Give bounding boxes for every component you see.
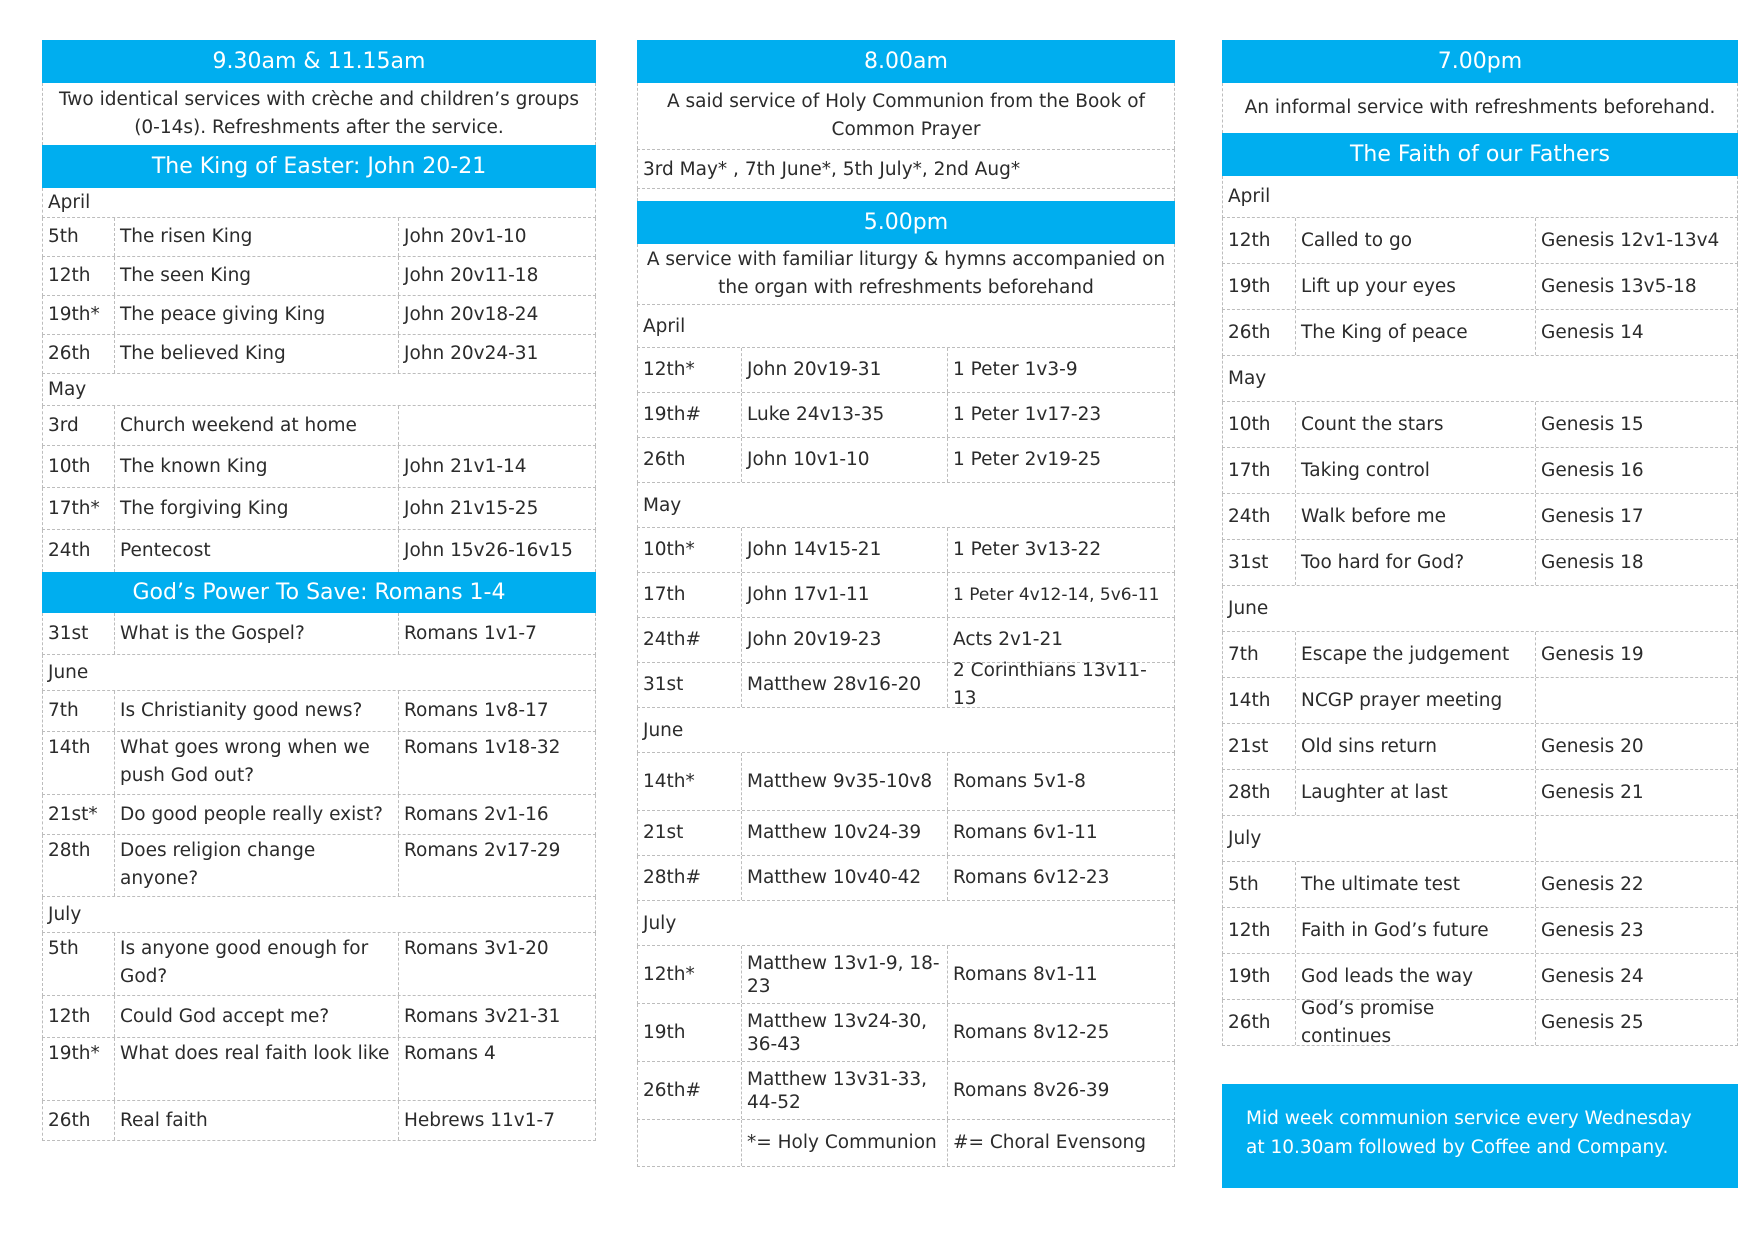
may-rows [637,528,1175,708]
table-row: 26th God’s promise continues Genesis 25 [1222,1000,1738,1046]
july-rows [637,946,1175,1120]
month-label: May [637,483,1175,528]
service-description: A service with familiar liturgy & hymns accompanied on the organ with refreshments beforehand [637,244,1175,304]
table-row: 26th John 10v1-10 1 Peter 2v19-25 [637,438,1175,483]
table-row: 24th# John 20v19-23 Acts 2v1-21 [637,618,1175,663]
table-row: 19th# Luke 24v13-35 1 Peter 1v17-23 [637,393,1175,438]
table-row: 14th* Matthew 9v35-10v8 Romans 5v1-8 [637,753,1175,811]
table-row: 10th* John 14v15-21 1 Peter 3v13-22 [637,528,1175,573]
table-row: 28th Does religion change anyone? Romans 2v17-29 [42,835,596,897]
month-label: May [42,374,596,406]
june-rows [637,753,1175,901]
may-rows [1222,402,1738,586]
table-row: 31st What is the Gospel? Romans 1v1-7 [42,613,596,655]
table-row: 12th Faith in God’s future Genesis 23 [1222,908,1738,954]
june-rows [42,691,596,897]
legend-choral-evensong: #= Choral Evensong [947,1120,1174,1166]
july-rows [42,933,596,1141]
table-row: 17th Taking control Genesis 16 [1222,448,1738,494]
table-row: 24th Pentecost John 15v26-16v15 [42,530,596,572]
table-row: 26th The believed King John 20v24-31 [42,335,596,374]
table-row: 24th Walk before me Genesis 17 [1222,494,1738,540]
month-label: July [637,901,1175,946]
communion-dates: 3rd May* , 7th June*, 5th July*, 2nd Aug* [637,149,1175,189]
table-row: 10th Count the stars Genesis 15 [1222,402,1738,448]
table-row: 14th What goes wrong when we push God out? Romans 1v18-32 [42,732,596,795]
table-row: 26th The King of peace Genesis 14 [1222,310,1738,356]
table-row: 12th Could God accept me? Romans 3v21-31 [42,996,596,1038]
table-row: 7th Is Christianity good news? Romans 1v8-17 [42,691,596,732]
table-row: 28th# Matthew 10v40-42 Romans 6v12-23 [637,856,1175,901]
early-and-evening-services-column [637,40,1175,1167]
table-row: 3rd Church weekend at home [42,406,596,446]
table-row: 14th NCGP prayer meeting [1222,678,1738,724]
july-rows [1222,862,1738,1046]
month-label-row [1222,816,1738,862]
spacer [637,189,1175,201]
table-row: 21st Matthew 10v24-39 Romans 6v1-11 [637,811,1175,856]
table-row: 5th The risen King John 20v1-10 [42,218,596,257]
table-row: 31st Too hard for God? Genesis 18 [1222,540,1738,586]
april-rows [637,348,1175,483]
month-label: May [1222,356,1738,402]
table-row: 19th* What does real faith look like Romans 4 [42,1038,596,1101]
table-row: 12th* John 20v19-31 1 Peter 1v3-9 [637,348,1175,393]
month-label: June [637,708,1175,753]
morning-services-column [42,40,596,1141]
table-row: 21st Old sins return Genesis 20 [1222,724,1738,770]
table-row: 12th Called to go Genesis 12v1-13v4 [1222,218,1738,264]
table-row: 12th The seen King John 20v11-18 [42,257,596,296]
table-row: 17th John 17v1-11 1 Peter 4v12-14, 5v6-11 [637,573,1175,618]
series-title: The Faith of our Fathers [1222,133,1738,176]
table-row: 7th Escape the judgement Genesis 19 [1222,632,1738,678]
june-rows [1222,632,1738,816]
table-row: 31st Matthew 28v16-20 2 Corinthians 13v11-13 [637,663,1175,708]
service-time-header: 9.30am & 11.15am [42,40,596,83]
legend-row [637,1120,1175,1167]
table-row: 28th Laughter at last Genesis 21 [1222,770,1738,816]
legend-holy-communion: *= Holy Communion [741,1120,947,1166]
month-label: April [1222,176,1738,218]
table-row: 12th* Matthew 13v1-9, 18-23 Romans 8v1-11 [637,946,1175,1004]
table-row: 19th God leads the way Genesis 24 [1222,954,1738,1000]
table-row: 5th The ultimate test Genesis 22 [1222,862,1738,908]
table-row: 5th Is anyone good enough for God? Romans 3v1-20 [42,933,596,996]
table-row: 19th Matthew 13v24-30, 36-43 Romans 8v12-25 [637,1004,1175,1062]
service-description: An informal service with refreshments beforehand. [1222,83,1738,133]
month-label: June [1222,586,1738,632]
table-row: 26th# Matthew 13v31-33, 44-52 Romans 8v26-39 [637,1062,1175,1120]
table-row: 17th* The forgiving King John 21v15-25 [42,488,596,530]
table-row: 26th Real faith Hebrews 11v1-7 [42,1101,596,1141]
table-row: 10th The known King John 21v1-14 [42,446,596,488]
month-label: July [1228,827,1262,849]
table-row: 19th* The peace giving King John 20v18-24 [42,296,596,335]
april-rows [1222,218,1738,356]
month-label: June [42,655,596,691]
table-row: 21st* Do good people really exist? Romans 2v1-16 [42,795,596,835]
may-rows [42,406,596,572]
evening-services-column [1222,40,1738,1046]
series-title: The King of Easter: John 20-21 [42,145,596,188]
service-time-header: 5.00pm [637,201,1175,244]
service-time-header: 8.00am [637,40,1175,83]
month-label: July [42,897,596,933]
service-description: A said service of Holy Communion from the Book of Common Prayer [637,83,1175,149]
april-rows [42,218,596,374]
month-label: April [42,188,596,218]
series-title: God’s Power To Save: Romans 1-4 [42,572,596,613]
service-description: Two identical services with crèche and children’s groups (0-14s). Refreshments after the service. [42,83,596,145]
service-time-header: 7.00pm [1222,40,1738,83]
month-label: April [637,304,1175,348]
midweek-communion-note: Mid week communion service every Wednesday at 10.30am followed by Coffee and Company. [1222,1084,1738,1188]
table-row: 19th Lift up your eyes Genesis 13v5-18 [1222,264,1738,310]
